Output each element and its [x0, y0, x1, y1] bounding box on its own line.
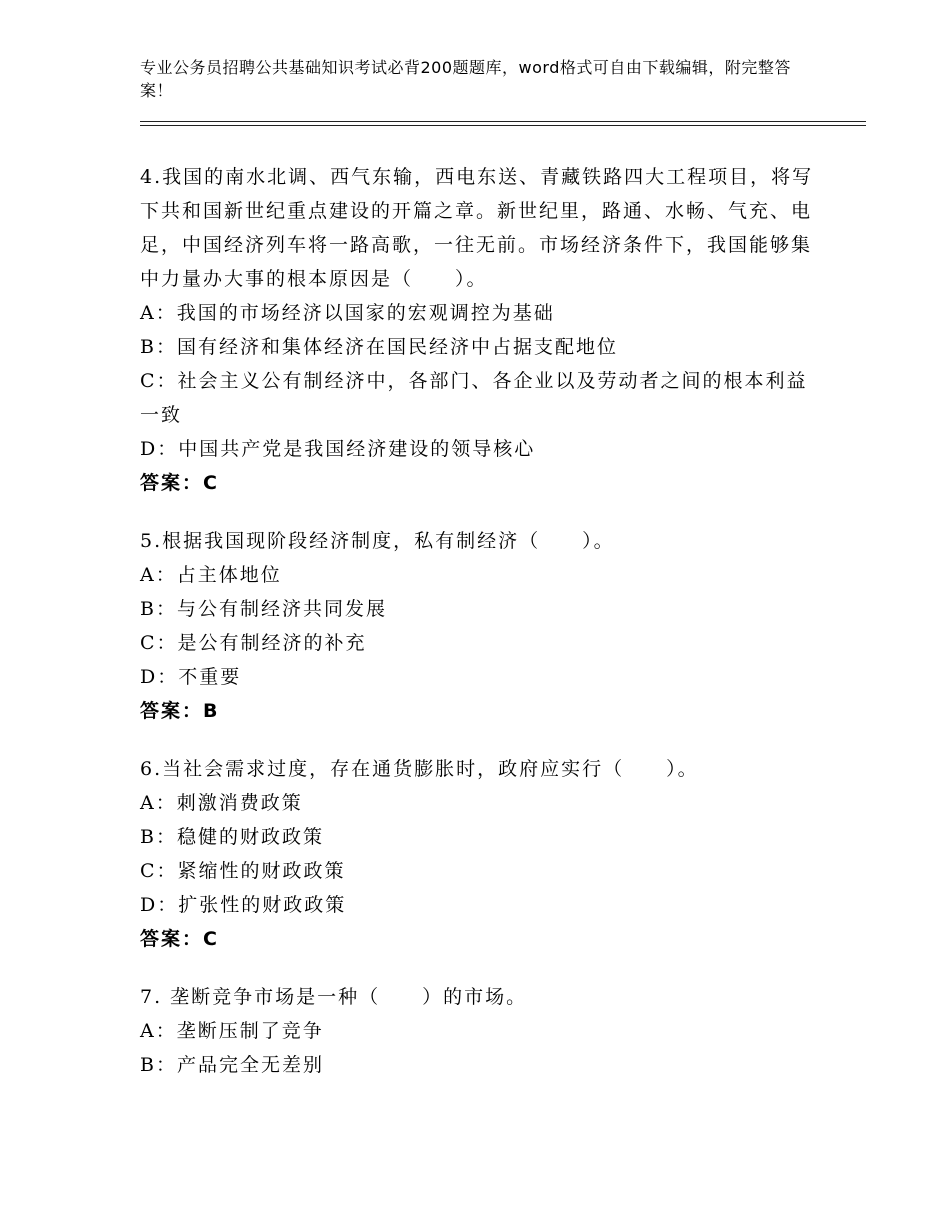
option-b: B：与公有制经济共同发展 — [140, 598, 387, 620]
option-c: C：社会主义公有制经济中，各部门、各企业以及劳动者之间的根本利益一致 — [140, 370, 808, 426]
question-stem: 4.我国的南水北调、西气东输，西电东送、青藏铁路四大工程项目，将写下共和国新世纪重点建设的开篇之章。新世纪里，路通、水畅、气充、电足，中国经济列车将一路高歌，一往无前。市场经济条件下，我国能够集中力量办大事的根本原因是（ ）。 — [140, 166, 814, 290]
option-c: C：紧缩性的财政政策 — [140, 860, 346, 882]
answer: 答案：C — [140, 472, 219, 494]
question-4 — [140, 160, 820, 500]
option-a: A：垄断压制了竞争 — [140, 1020, 324, 1042]
option-a: A：我国的市场经济以国家的宏观调控为基础 — [140, 302, 555, 324]
answer: 答案：C — [140, 928, 219, 950]
option-d: D：扩张性的财政政策 — [140, 894, 347, 916]
question-stem: 6.当社会需求过度，存在通货膨胀时，政府应实行（ ）。 — [140, 758, 699, 780]
option-b: B：产品完全无差别 — [140, 1054, 324, 1076]
question-7 — [140, 980, 820, 1082]
question-6 — [140, 752, 820, 956]
question-stem: 7. 垄断竞争市场是一种（ ）的市场。 — [140, 986, 528, 1008]
option-b: B：稳健的财政政策 — [140, 826, 324, 848]
option-a: A：占主体地位 — [140, 564, 282, 586]
header-text: 专业公务员招聘公共基础知识考试必背200题题库，word格式可自由下载编辑，附完整答案！ — [140, 58, 791, 100]
question-stem: 5.根据我国现阶段经济制度，私有制经济（ ）。 — [140, 530, 615, 552]
document-header — [140, 56, 820, 102]
header-divider-top — [140, 121, 866, 122]
option-c: C：是公有制经济的补充 — [140, 632, 367, 654]
header-divider-bottom — [140, 125, 866, 126]
option-d: D：中国共产党是我国经济建设的领导核心 — [140, 438, 536, 460]
option-a: A：刺激消费政策 — [140, 792, 303, 814]
option-d: D：不重要 — [140, 666, 242, 688]
question-list — [140, 160, 820, 1106]
answer: 答案：B — [140, 700, 220, 722]
question-5 — [140, 524, 820, 728]
option-b: B：国有经济和集体经济在国民经济中占据支配地位 — [140, 336, 618, 358]
